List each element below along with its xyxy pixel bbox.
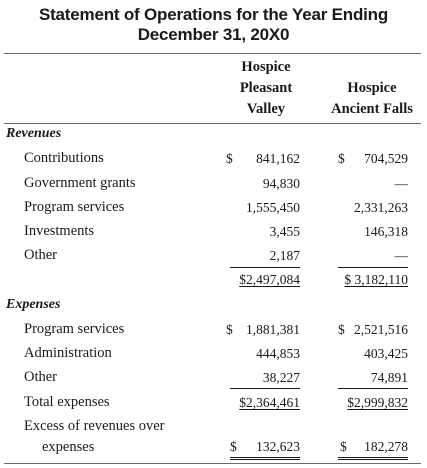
revenue-label-contributions: Contributions [24,150,104,166]
subtotal-rule [338,267,408,268]
revenue-label-investments: Investments [24,223,95,239]
header-top-rule [4,53,421,54]
revenue-value-ancient-falls: — [394,248,408,263]
excess-label-line1: Excess of revenues over [24,418,165,434]
excess-value-ancient-falls: 182,278 [364,439,408,454]
column-header-line: Hospice [347,80,397,96]
subtotal-rule [230,267,300,268]
statement-title-line2: December 31, 20X0 [137,25,290,44]
expense-value-ancient-falls: 2,521,516 [354,322,408,337]
column-header-line: Ancient Falls [331,101,413,117]
excess-label-line2: expenses [42,439,95,455]
revenue-label-other: Other [24,247,58,263]
column-header-line: Pleasant [239,80,293,96]
currency-symbol: $ [226,151,233,166]
currency-symbol: $ [340,439,347,454]
revenue-label-program-services: Program services [24,199,125,215]
footer-rule [4,463,421,464]
expense-value-pleasant-valley: 444,853 [256,346,300,361]
expense-label-total: Total expenses [24,394,110,410]
expenses-heading: Expenses [6,297,61,312]
total-double-underline [230,459,300,460]
total-underline [338,457,408,458]
expense-label-administration: Administration [24,345,112,361]
revenue-value-ancient-falls: 704,529 [364,151,408,166]
expense-total-ancient-falls: $2,999,832 [347,395,408,410]
revenues-heading: Revenues [6,126,62,141]
revenue-label-government-grants: Government grants [24,175,136,191]
expense-value-ancient-falls: 74,891 [370,370,408,385]
header-bottom-rule [4,123,421,124]
revenue-value-pleasant-valley: 841,162 [256,151,300,166]
column-header-line: Valley [246,101,286,117]
total-double-underline [338,459,408,460]
statement-title-line1: Statement of Operations for the Year Ending [38,5,389,24]
subtotal-rule [338,388,408,389]
total-underline [230,457,300,458]
revenue-total-pleasant-valley: $2,497,084 [239,272,300,287]
excess-value-pleasant-valley: 132,623 [256,439,300,454]
expense-label-program-services: Program services [24,321,125,337]
revenue-value-pleasant-valley: 94,830 [262,176,300,191]
expense-value-ancient-falls: 403,425 [364,346,408,361]
column-header-pleasant-valley [222,57,310,120]
currency-symbol: $ [226,322,233,337]
revenue-value-pleasant-valley: 3,455 [269,224,300,239]
revenue-value-pleasant-valley: 1,555,450 [246,200,300,215]
subtotal-rule [230,388,300,389]
column-header-line: Hospice [241,59,291,75]
expense-value-pleasant-valley: 1,881,381 [246,322,300,337]
revenue-value-ancient-falls: 146,318 [364,224,408,239]
revenue-value-ancient-falls: — [394,176,408,191]
revenue-value-ancient-falls: 2,331,263 [354,200,408,215]
column-header-ancient-falls [320,78,424,120]
currency-symbol: $ [338,322,345,337]
expense-label-other: Other [24,369,58,385]
expense-value-pleasant-valley: 38,227 [262,370,300,385]
expense-total-pleasant-valley: $2,364,461 [239,395,300,410]
revenue-total-ancient-falls: $ 3,182,110 [344,272,408,287]
currency-symbol: $ [338,151,345,166]
currency-symbol: $ [230,439,237,454]
revenue-value-pleasant-valley: 2,187 [269,248,300,263]
